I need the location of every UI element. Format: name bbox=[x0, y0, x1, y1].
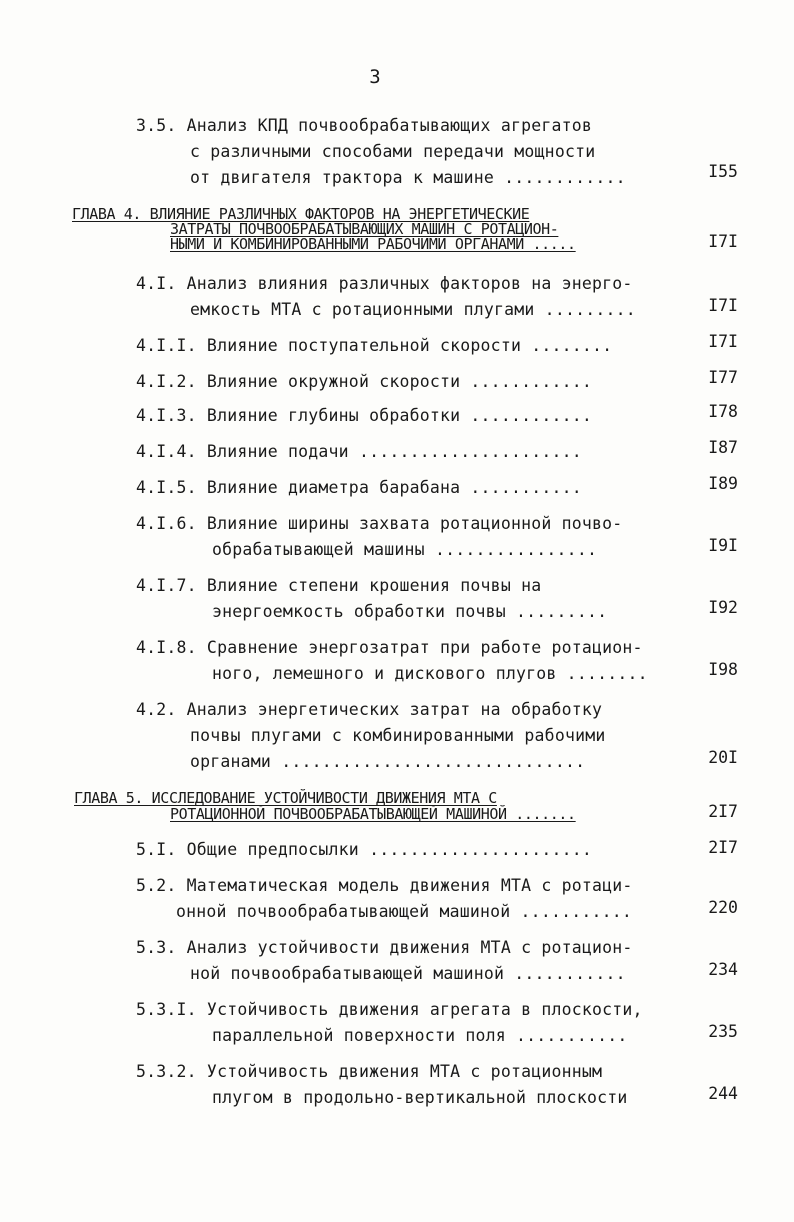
toc-entry-line: 5.2. Математическая модель движения МТА с ротаци- bbox=[136, 876, 633, 895]
toc-page-number: I7I bbox=[708, 232, 738, 251]
toc-page-number: I92 bbox=[708, 598, 738, 617]
toc-entry-line: ной почвообрабатывающей машиной ........... bbox=[190, 964, 626, 983]
toc-entry-line: 4.2. Анализ энергетических затрат на обработку bbox=[136, 700, 603, 719]
toc-entry-line: 5.I. Общие предпосылки ...................... bbox=[136, 840, 593, 859]
toc-entry-line: от двигателя трактора к машине ............ bbox=[190, 168, 626, 187]
toc-entry-line: 4.I.4. Влияние подачи ...................... bbox=[136, 442, 582, 461]
toc-page-number: I7I bbox=[708, 332, 738, 351]
toc-entry-line: 4.I. Анализ влияния различных факторов на энерго- bbox=[136, 274, 633, 293]
toc-entry-line: почвы плугами с комбинированными рабочими bbox=[190, 726, 606, 745]
toc-page-number: I9I bbox=[708, 536, 738, 555]
toc-entry-line: 4.I.3. Влияние глубины обработки ............ bbox=[136, 406, 593, 425]
toc-entry-line: с различными способами передачи мощности bbox=[190, 142, 596, 161]
chapter-title-line: ЗАТРАТЫ ПОЧВООБРАБАТЫВАЮЩИХ МАШИН С РОТАЦИОН- bbox=[170, 220, 559, 238]
toc-entry-line: 4.I.5. Влияние диаметра барабана ........... bbox=[136, 478, 582, 497]
toc-entry-line: 3.5. Анализ КПД почвообрабатывающих агрегатов bbox=[136, 116, 593, 135]
toc-entry-line: 5.3.2. Устойчивость движения МТА с ротационным bbox=[136, 1062, 603, 1081]
toc-entry-line: 4.I.6. Влияние ширины захвата ротационной почво- bbox=[136, 514, 623, 533]
chapter-title-line: РОТАЦИОННОЙ ПОЧВООБРАБАТЫВАЮЩЕЙ МАШИНОЙ ....... bbox=[170, 805, 576, 823]
toc-page-number: I7I bbox=[708, 296, 738, 315]
toc-entry-line: 5.3.I. Устойчивость движения агрегата в плоскости, bbox=[136, 1000, 643, 1019]
toc-entry-line: онной почвообрабатывающей машиной ........... bbox=[176, 902, 633, 921]
toc-entry-line: емкость МТА с ротационными плугами ......... bbox=[190, 300, 636, 319]
toc-page-number: I55 bbox=[708, 162, 738, 181]
toc-entry-line: 4.I.I. Влияние поступательной скорости ........ bbox=[136, 336, 613, 355]
toc-page-number: I87 bbox=[708, 438, 738, 457]
toc-page-number: I77 bbox=[708, 368, 738, 387]
toc-page-number: 220 bbox=[708, 898, 738, 917]
toc-entry-line: 4.I.8. Сравнение энергозатрат при работе ротацион- bbox=[136, 638, 643, 657]
toc-entry-line: параллельной поверхности поля ........... bbox=[212, 1026, 628, 1045]
toc-entry-line: органами .............................. bbox=[190, 752, 586, 771]
toc-page-number: I89 bbox=[708, 474, 738, 493]
toc-entry-line: 5.3. Анализ устойчивости движения МТА с ротацион- bbox=[136, 938, 633, 957]
toc-entry-line: плугом в продольно-вертикальной плоскости bbox=[212, 1088, 628, 1107]
chapter-title-line: НЫМИ И КОМБИНИРОВАННЫМИ РАБОЧИМИ ОРГАНАМИ ..... bbox=[170, 235, 576, 253]
toc-entry-line: 4.I.7. Влияние степени крошения почвы на bbox=[136, 576, 542, 595]
toc-entry-line: ного, лемешного и дискового плугов ........ bbox=[212, 664, 648, 683]
toc-page-number: I98 bbox=[708, 660, 738, 679]
toc-page-number: 20I bbox=[708, 748, 738, 767]
toc-page-number: 244 bbox=[708, 1084, 738, 1103]
toc-page-number: I78 bbox=[708, 402, 738, 421]
page-number: 3 bbox=[369, 66, 381, 88]
chapter-title-line: ГЛАВА 5. ИССЛЕДОВАНИЕ УСТОЙЧИВОСТИ ДВИЖЕНИЯ МТА С bbox=[74, 789, 497, 807]
toc-page-number: 2I7 bbox=[708, 802, 738, 821]
chapter-title-line: ГЛАВА 4. ВЛИЯНИЕ РАЗЛИЧНЫХ ФАКТОРОВ НА ЭНЕРГЕТИЧЕСКИЕ bbox=[72, 205, 530, 223]
toc-entry-line: энергоемкость обработки почвы ......... bbox=[212, 602, 608, 621]
toc-entry-line: 4.I.2. Влияние окружной скорости ............ bbox=[136, 372, 593, 391]
toc-page-number: 234 bbox=[708, 960, 738, 979]
toc-entry-line: обрабатывающей машины ................ bbox=[212, 540, 598, 559]
toc-page-number: 235 bbox=[708, 1022, 738, 1041]
toc-page-number: 2I7 bbox=[708, 838, 738, 857]
